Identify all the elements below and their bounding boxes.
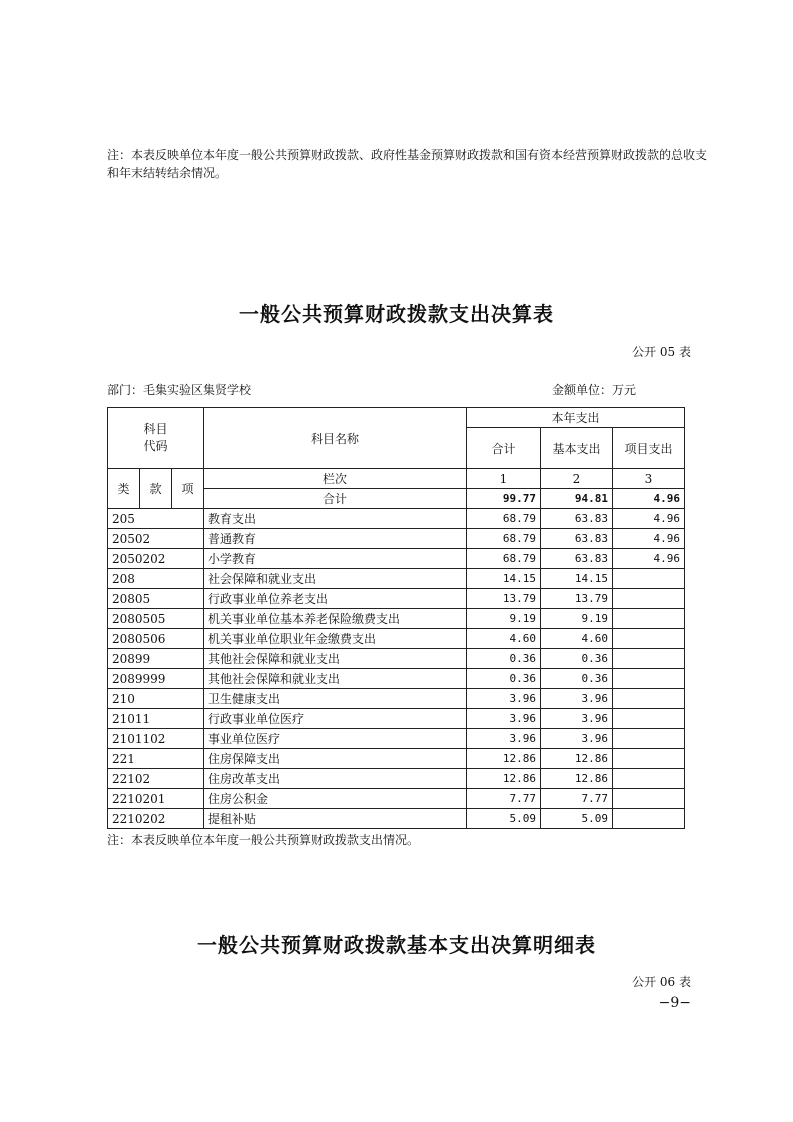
row-basic: 7.77 [541,789,613,809]
subject-code-header-line1: 科目 [143,422,168,436]
row-basic: 63.83 [541,509,613,529]
row-name: 机关事业单位职业年金缴费支出 [204,629,467,649]
row-basic: 3.96 [541,709,613,729]
sum-total: 99.77 [467,489,541,509]
table-row [108,689,685,709]
column-index-row [108,469,685,489]
row-basic: 3.96 [541,689,613,709]
row-name: 教育支出 [204,509,467,529]
row-project [613,569,685,589]
row-code: 2080505 [108,609,204,629]
row-name: 小学教育 [204,549,467,569]
row-project [613,669,685,689]
row-total: 3.96 [467,689,541,709]
row-basic: 4.60 [541,629,613,649]
row-project: 4.96 [613,549,685,569]
basic-header: 基本支出 [541,428,613,469]
row-project [613,649,685,669]
row-basic: 12.86 [541,749,613,769]
row-project [613,789,685,809]
row-code: 21011 [108,709,204,729]
row-project [613,689,685,709]
row-project: 4.96 [613,509,685,529]
row-basic: 12.86 [541,769,613,789]
table-row [108,509,685,529]
row-project [613,769,685,789]
row-name: 卫生健康支出 [204,689,467,709]
row-project [613,629,685,649]
table-row [108,549,685,569]
year-expense-header: 本年支出 [467,408,685,428]
row-name: 住房保障支出 [204,749,467,769]
top-note-line2: 和年末结转结余情况。 [107,166,228,180]
total-header: 合计 [467,428,541,469]
row-project [613,709,685,729]
table-row [108,709,685,729]
row-total: 68.79 [467,549,541,569]
row-name: 其他社会保障和就业支出 [204,669,467,689]
table06-title: 一般公共预算财政拨款基本支出决算明细表 [197,933,596,957]
row-total: 4.60 [467,629,541,649]
row-code: 208 [108,569,204,589]
row-name: 普通教育 [204,529,467,549]
table05-code: 公开 05 表 [632,345,691,359]
row-name: 提租补贴 [204,809,467,829]
row-name: 行政事业单位医疗 [204,709,467,729]
subject-name-header: 科目名称 [204,408,467,469]
top-note [107,146,767,182]
top-note-line1: 注：本表反映单位本年度一般公共预算财政拨款、政府性基金预算财政拨款和国有资本经营预算财政拨款的总收支 [107,148,708,162]
xiang-header: 项 [172,469,204,509]
row-name: 其他社会保障和就业支出 [204,649,467,669]
row-code: 2080506 [108,629,204,649]
row-name: 事业单位医疗 [204,729,467,749]
sum-basic: 94.81 [541,489,613,509]
row-total: 68.79 [467,529,541,549]
row-basic: 0.36 [541,669,613,689]
row-project: 4.96 [613,529,685,549]
sum-project: 4.96 [613,489,685,509]
table-row [108,809,685,829]
row-code: 2089999 [108,669,204,689]
department-label: 部门：毛集实验区集贤学校 [107,383,252,397]
row-basic: 14.15 [541,569,613,589]
page-number: −9− [658,995,691,1011]
table-row [108,669,685,689]
table05-title: 一般公共预算财政拨款支出决算表 [239,302,554,326]
row-total: 68.79 [467,509,541,529]
row-code: 205 [108,509,204,529]
table-row [108,789,685,809]
column-index-2: 2 [541,469,613,489]
header-row-1 [108,408,685,428]
row-total: 5.09 [467,809,541,829]
column-index-label: 栏次 [204,469,467,489]
table-row [108,649,685,669]
subject-code-header-line2: 代码 [143,439,168,453]
expense-table [107,407,685,829]
row-total: 3.96 [467,729,541,749]
row-code: 22102 [108,769,204,789]
row-basic: 5.09 [541,809,613,829]
table-row [108,609,685,629]
row-code: 20805 [108,589,204,609]
row-basic: 13.79 [541,589,613,609]
row-project [613,729,685,749]
row-code: 221 [108,749,204,769]
table-row [108,769,685,789]
row-basic: 9.19 [541,609,613,629]
row-total: 9.19 [467,609,541,629]
row-basic: 63.83 [541,549,613,569]
row-code: 20899 [108,649,204,669]
table-row [108,589,685,609]
row-code: 2101102 [108,729,204,749]
row-basic: 3.96 [541,729,613,749]
row-total: 12.86 [467,749,541,769]
row-total: 14.15 [467,569,541,589]
kuan-header: 款 [140,469,172,509]
row-name: 社会保障和就业支出 [204,569,467,589]
row-total: 0.36 [467,669,541,689]
table-row [108,729,685,749]
row-code: 2210201 [108,789,204,809]
unit-label: 金额单位：万元 [552,383,637,397]
row-project [613,749,685,769]
row-name: 行政事业单位养老支出 [204,589,467,609]
table06-code: 公开 06 表 [632,975,691,989]
subject-code-header [108,408,204,469]
row-total: 3.96 [467,709,541,729]
row-project [613,809,685,829]
row-code: 2210202 [108,809,204,829]
row-code: 20502 [108,529,204,549]
column-index-1: 1 [467,469,541,489]
lei-header: 类 [108,469,140,509]
row-project [613,589,685,609]
row-name: 机关事业单位基本养老保险缴费支出 [204,609,467,629]
row-total: 7.77 [467,789,541,809]
row-basic: 0.36 [541,649,613,669]
row-basic: 63.83 [541,529,613,549]
row-project [613,609,685,629]
table-row [108,629,685,649]
table05-note: 注：本表反映单位本年度一般公共预算财政拨款支出情况。 [107,833,420,847]
row-code: 210 [108,689,204,709]
table-row [108,529,685,549]
table-row [108,749,685,769]
row-total: 13.79 [467,589,541,609]
row-name: 住房公积金 [204,789,467,809]
project-header: 项目支出 [613,428,685,469]
table-row [108,569,685,589]
row-total: 0.36 [467,649,541,669]
row-code: 2050202 [108,549,204,569]
row-name: 住房改革支出 [204,769,467,789]
column-index-3: 3 [613,469,685,489]
sum-label: 合计 [204,489,467,509]
row-total: 12.86 [467,769,541,789]
